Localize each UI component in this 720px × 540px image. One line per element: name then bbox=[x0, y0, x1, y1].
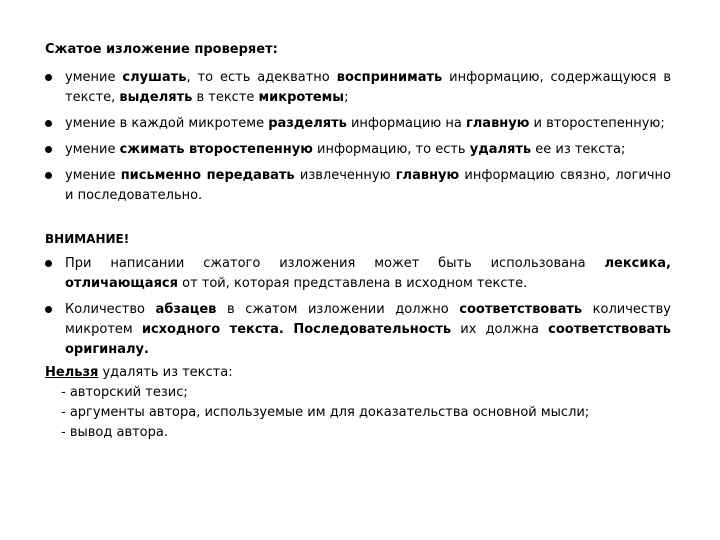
prohibition-intro bbox=[45, 363, 589, 383]
list-item: умение письменно передавать извлеченную главную информацию связно, логично и последовательно. bbox=[45, 166, 671, 206]
bullet-icon bbox=[45, 74, 52, 81]
bullet-icon bbox=[45, 306, 52, 313]
bullet-icon bbox=[45, 146, 52, 153]
bold-term: соответствовать оригиналу. bbox=[65, 322, 671, 357]
skills-list bbox=[45, 68, 671, 212]
bullet-icon bbox=[45, 172, 52, 179]
prohibition-line-1: - авторский тезис; bbox=[61, 385, 188, 400]
bold-term: главную bbox=[395, 168, 460, 183]
prohibition-block bbox=[45, 363, 589, 443]
bold-term: выделять bbox=[119, 90, 193, 105]
bold-term: воспринимать bbox=[336, 70, 443, 85]
bold-term: соответствовать bbox=[459, 302, 583, 317]
bullet-icon bbox=[45, 120, 52, 127]
bold-term: лексика, отличающаяся bbox=[65, 256, 671, 291]
bold-term: разделять bbox=[268, 116, 347, 131]
heading-attention: ВНИМАНИЕ! bbox=[45, 232, 130, 246]
bold-term: абзацев bbox=[155, 302, 217, 317]
list-item: умение слушать, то есть адекватно воспринимать информацию, содержащуюся в тексте, выделять в тексте микротемы; bbox=[45, 68, 671, 108]
attention-list bbox=[45, 254, 671, 366]
prohibition-line-3: - вывод автора. bbox=[61, 425, 168, 440]
prohibition-emphasis: Нельзя bbox=[45, 365, 99, 380]
list-item: умение сжимать второстепенную информацию, то есть удалять ее из текста; bbox=[45, 140, 671, 160]
bold-term: главную bbox=[465, 116, 530, 131]
bold-term: исходного текста. Последовательность bbox=[141, 322, 452, 337]
prohibition-line-2: - аргументы автора, используемые им для доказательства основной мысли; bbox=[61, 405, 590, 420]
list-item: умение в каждой микротеме разделять информацию на главную и второстепенную; bbox=[45, 114, 671, 134]
prohibition-text: удалять из текста: bbox=[98, 365, 233, 380]
bold-term: удалять bbox=[469, 142, 532, 157]
bold-term: письменно передавать bbox=[120, 168, 295, 183]
bold-term: микротемы bbox=[258, 90, 345, 105]
heading-checks: Сжатое изложение проверяет: bbox=[45, 42, 278, 57]
list-item: При написании сжатого изложения может быть использована лексика, отличающаяся от той, которая представлена в исходном тексте. bbox=[45, 254, 671, 294]
list-item: Количество абзацев в сжатом изложении должно соответствовать количеству микротем исходного текста. Последовательность их должна соответствовать оригиналу. bbox=[45, 300, 671, 360]
bold-term: сжимать второстепенную bbox=[119, 142, 313, 157]
bold-term: слушать bbox=[122, 70, 187, 85]
bullet-icon bbox=[45, 260, 52, 267]
